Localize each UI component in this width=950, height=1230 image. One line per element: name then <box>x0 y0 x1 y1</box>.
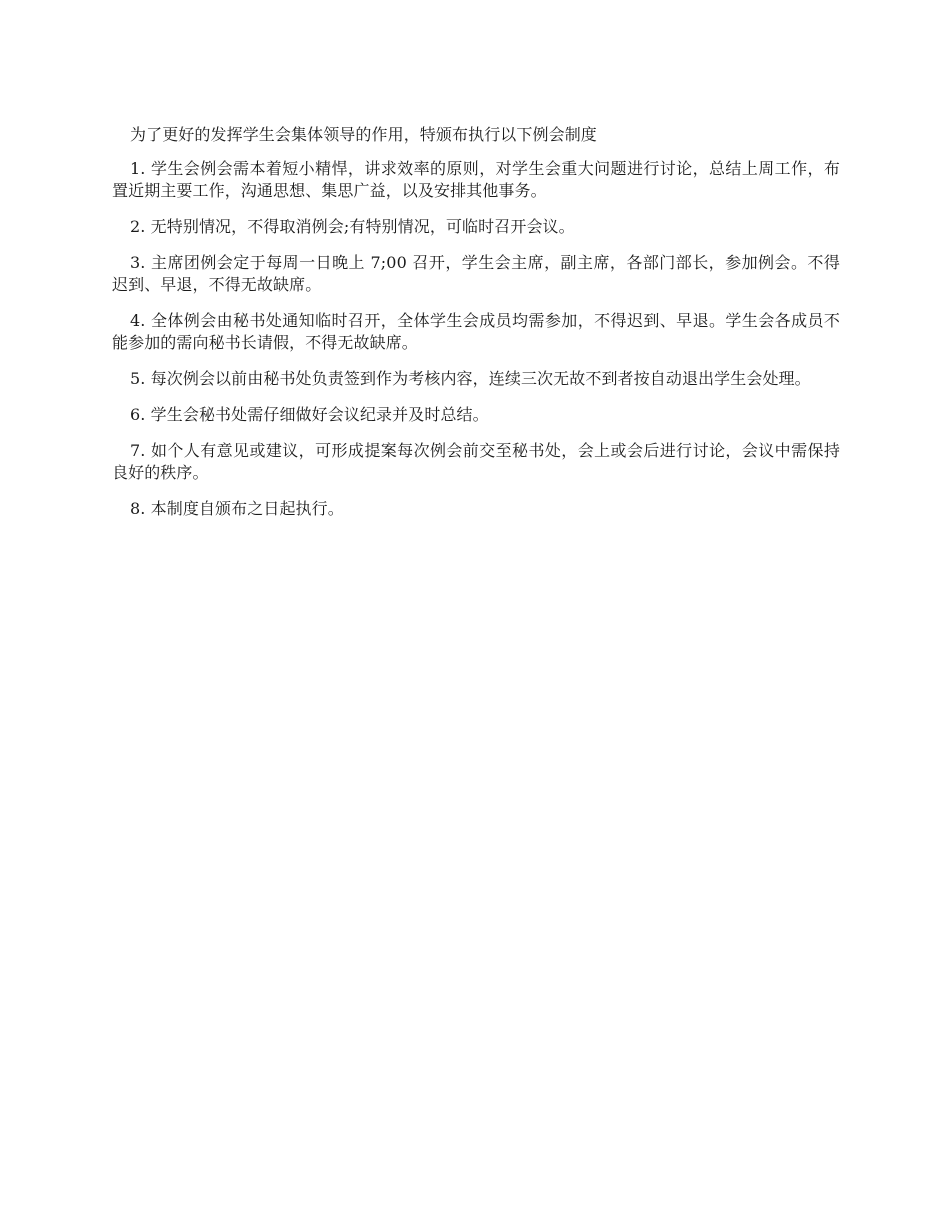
intro-paragraph: 为了更好的发挥学生会集体领导的作用，特颁布执行以下例会制度 <box>130 125 597 144</box>
rule-item-1: 1. 学生会例会需本着短小精悍，讲求效率的原则，对学生会重大问题进行讨论，总结上周工作，布置近期主要工作，沟通思想、集思广益，以及安排其他事务。 <box>112 159 840 200</box>
rule-item-2: 2. 无特别情况，不得取消例会;有特别情况，可临时召开会议。 <box>130 217 575 236</box>
rule-item-5: 5. 每次例会以前由秘书处负责签到作为考核内容，连续三次无故不到者按自动退出学生会处理。 <box>130 369 811 388</box>
document-body <box>112 124 840 534</box>
rule-item-8: 8. 本制度自颁布之日起执行。 <box>130 499 344 518</box>
rule-item-3: 3. 主席团例会定于每周一日晚上 7;00 召开，学生会主席，副主席，各部门部长，参加例会。不得迟到、早退，不得无故缺席。 <box>112 253 840 294</box>
rule-item-4: 4. 全体例会由秘书处通知临时召开，全体学生会成员均需参加，不得迟到、早退。学生会各成员不能参加的需向秘书长请假，不得无故缺席。 <box>112 311 840 352</box>
rule-item-7: 7. 如个人有意见或建议，可形成提案每次例会前交至秘书处，会上或会后进行讨论，会议中需保持良好的秩序。 <box>112 441 840 482</box>
rule-item-6: 6. 学生会秘书处需仔细做好会议纪录并及时总结。 <box>130 405 489 424</box>
